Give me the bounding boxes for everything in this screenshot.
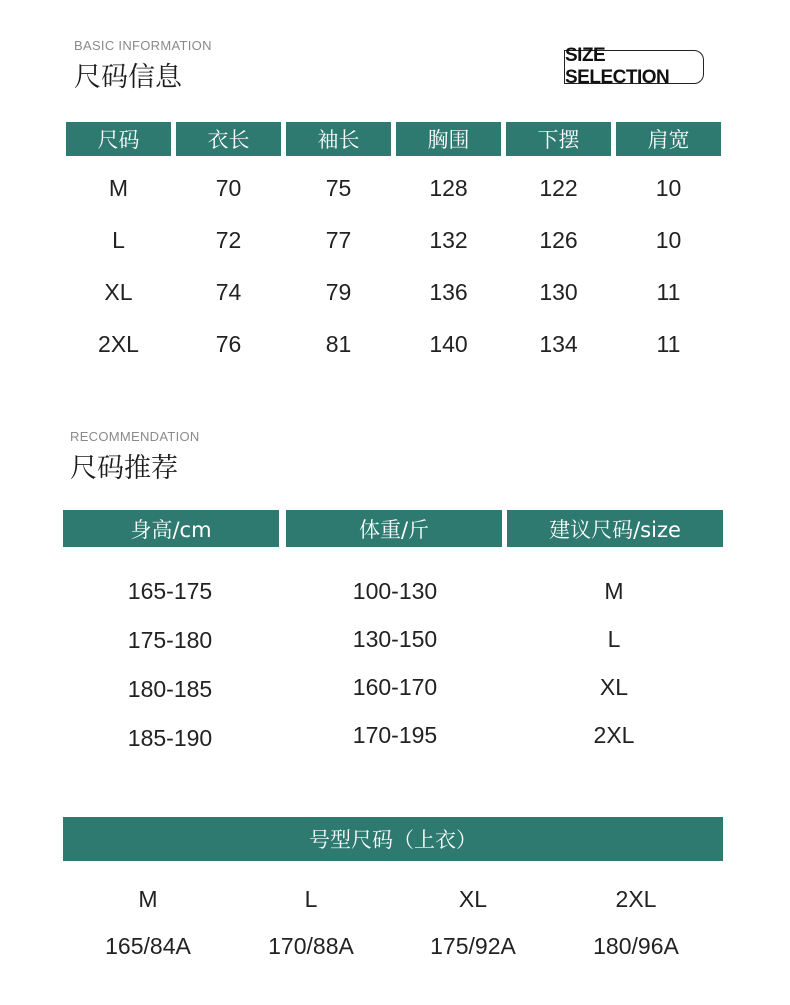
model-size-code: 165/84A bbox=[105, 932, 191, 959]
recommend-table-cell: 100-130 bbox=[352, 577, 438, 604]
basic-table-cell: 74 bbox=[215, 278, 242, 305]
recommend-table-cell: 2XL bbox=[593, 721, 635, 748]
basic-header-cell: 衣长 bbox=[176, 122, 281, 156]
model-size-label: L bbox=[304, 885, 318, 912]
basic-table-cell: 10 bbox=[655, 226, 682, 253]
basic-table-cell: M bbox=[108, 174, 129, 201]
basic-table-cell: L bbox=[112, 226, 125, 253]
model-size-header bbox=[63, 817, 723, 861]
model-size-label: M bbox=[138, 885, 158, 912]
basic-table-cell: 10 bbox=[655, 174, 682, 201]
model-size-code: 175/92A bbox=[430, 932, 516, 959]
basic-table-cell: 130 bbox=[539, 278, 578, 305]
recommend-header-cell: 体重/斤 bbox=[286, 510, 502, 547]
basic-table-cell: 81 bbox=[325, 330, 352, 357]
size-selection-text: SIZE SELECTION bbox=[565, 45, 670, 88]
basic-header-cell: 下摆 bbox=[506, 122, 611, 156]
basic-table-cell: 140 bbox=[429, 330, 468, 357]
basic-table-cell: 132 bbox=[429, 226, 468, 253]
basic-header-cell: 肩宽 bbox=[616, 122, 721, 156]
basic-header-cell: 胸围 bbox=[396, 122, 501, 156]
recommendation-title: 尺码推荐 bbox=[70, 453, 178, 484]
basic-info-title: 尺码信息 bbox=[74, 62, 182, 93]
recommend-table-cell: 165-175 bbox=[127, 577, 213, 604]
basic-table-cell: 11 bbox=[656, 278, 681, 305]
recommend-header-cell: 建议尺码/size bbox=[507, 510, 723, 547]
recommend-table-cell: M bbox=[604, 577, 624, 604]
recommend-table-cell: 170-195 bbox=[352, 721, 438, 748]
basic-table-cell: 72 bbox=[215, 226, 242, 253]
recommend-table-cell: L bbox=[607, 625, 621, 652]
basic-info-label-en: BASIC INFORMATION bbox=[74, 38, 212, 53]
basic-table-cell: 122 bbox=[539, 174, 578, 201]
basic-table-cell: 128 bbox=[429, 174, 468, 201]
basic-table-cell: 2XL bbox=[98, 330, 139, 357]
basic-header-cell: 袖长 bbox=[286, 122, 391, 156]
model-size-label: XL bbox=[458, 885, 488, 912]
basic-table-cell: 134 bbox=[539, 330, 578, 357]
basic-table-cell: 126 bbox=[539, 226, 578, 253]
recommend-table-cell: XL bbox=[599, 673, 629, 700]
basic-table-cell: XL bbox=[104, 278, 133, 305]
recommend-header-cell: 身高/cm bbox=[63, 510, 279, 547]
recommend-table-cell: 180-185 bbox=[127, 675, 213, 702]
model-size-label: 2XL bbox=[615, 885, 657, 912]
recommend-table-cell: 185-190 bbox=[127, 724, 213, 751]
recommendation-label-en: RECOMMENDATION bbox=[70, 429, 200, 444]
recommend-table-cell: 160-170 bbox=[352, 673, 438, 700]
basic-table-cell: 136 bbox=[429, 278, 468, 305]
recommend-table-cell: 175-180 bbox=[127, 626, 213, 653]
basic-table-cell: 76 bbox=[215, 330, 242, 357]
basic-table-cell: 11 bbox=[656, 330, 681, 357]
basic-table-cell: 77 bbox=[325, 226, 352, 253]
size-selection-badge bbox=[564, 45, 704, 88]
model-size-code: 180/96A bbox=[593, 932, 679, 959]
basic-table-cell: 70 bbox=[215, 174, 242, 201]
model-size-code: 170/88A bbox=[268, 932, 354, 959]
basic-header-cell: 尺码 bbox=[66, 122, 171, 156]
recommend-table-cell: 130-150 bbox=[352, 625, 438, 652]
basic-table-cell: 75 bbox=[325, 174, 352, 201]
model-size-title: 号型尺码（上衣） bbox=[309, 828, 477, 852]
basic-table-cell: 79 bbox=[325, 278, 352, 305]
